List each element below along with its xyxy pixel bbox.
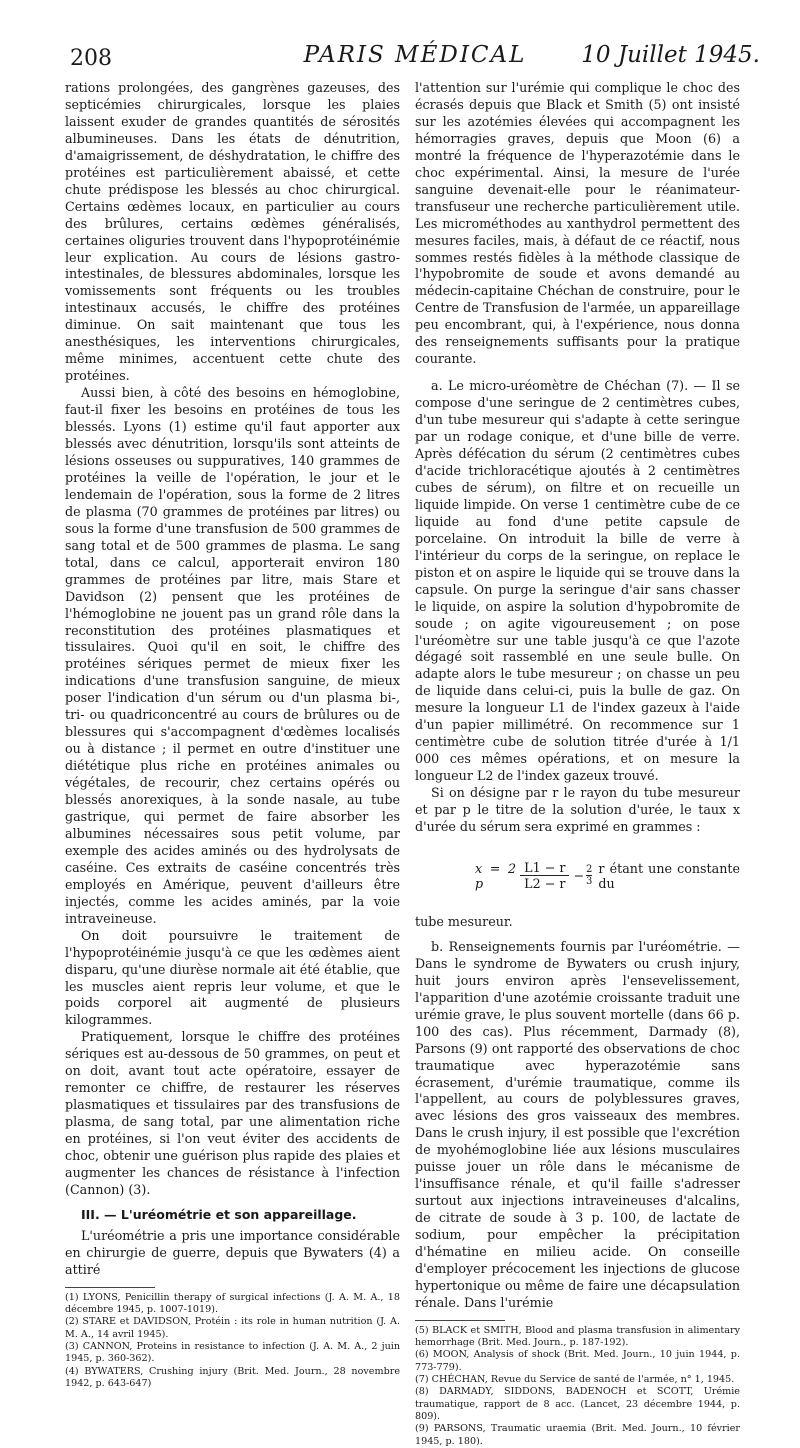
paragraph: l'attention sur l'urémie qui complique le choc des écrasés depuis que Black et Smith (5) ont insisté sur les azotémies élevées qui accompagnent les hémorragies graves, depuis que Moon (6) a montré la fréquence de l'hyperazotémie dans le choc expérimental. Ainsi, la mesure de l'urée sanguine devenait-elle pour le réanimateur-transfuseur une recherche particulièrement utile. Les microméthodes au xanthydrol permettent des mesures faciles, mais, à défaut de ce réactif, nous sommes restés fidèles à la méthode classique de l'hypobromite de soude et avons demandé au médecin-capitaine Chéchan de construire, pour le Centre de Transfusion de l'armée, un appareillage peu encombrant, qui, à l'expérience, nous donna des renseignements suffisants pour la pratique courante. (415, 80, 740, 367)
paragraph: rations prolongées, des gangrènes gazeuses, des septicémies chirurgicales, lorsque les plaies laissent exuder de grandes quantités de sérosités albumineuses. Dans les états de dénutrition, d'amaigrissement, de déshydratation, le chiffre des protéines est particulièrement abaissé, et cette chute prédispose les blessés au choc chirurgical. Certains œdèmes locaux, en particulier au cours des brûlures, certains œdèmes généralisés, certaines oliguries trouvent dans l'hypoprotéinémie leur explication. Au cours de lésions gastro-intestinales, de blessures abdominales, lorsque les vomissements sont fréquents ou les troubles intestinaux accusés, le chiffre des protéines diminue. On sait maintenant que tous les anesthésiques, les interventions chirurgicales, même minimes, accentuent cette chute des protéines. (65, 80, 400, 384)
urea-formula (415, 840, 740, 912)
footnotes (415, 1325, 740, 1448)
paragraph: L'uréométrie a pris une importance considérable en chirurgie de guerre, depuis que Bywaters (4) a attiré (65, 1227, 400, 1277)
footnote: (6) MOON, Analysis of shock (Brit. Med. Journ., 10 juin 1944, p. 773-779). (415, 1349, 740, 1373)
section-heading: III. — L'uréométrie et son appareillage. (81, 1206, 357, 1222)
page-header (70, 42, 760, 76)
journal-title: PARIS MÉDICAL (303, 42, 527, 68)
right-column (415, 80, 740, 1448)
coefficient-numerator: 2 (586, 864, 593, 876)
formula-numerator: L1 − r (524, 860, 566, 876)
paragraph: a. Le micro-uréomètre de Chéchan (7). — Il se compose d'une seringue de 2 centimètres cubes, d'un tube mesureur qui s'adapte à cette seringue par un rodage conique, et d'une bille de verre. Après défécation du sérum (2 centimètres cubes d'acide trichloracétique ajoutés à 2 centimètres cubes de sérum), on filtre et on recueille un liquide limpide. On verse 1 centimètre cube de ce liquide au fond d'une petite capsule de porcelaine. On introduit la bille de verre à l'intérieur du corps de la seringue, on replace le piston et on aspire le liquide qui se trouve dans la capsule. On purge la seringue d'air sans chasser le liquide, on aspire la solution d'hypobromite de soude ; on agite vigoureusement ; on pose l'uréomètre sur une table jusqu'à ce que l'azote dégagé soit rassemblé en une seule bulle. On adapte alors le tube mesureur ; on chasse un peu de liquide dans celui-ci, puis la bulle de gaz. On mesure la longueur L1 de l'index gazeux à l'aide d'un papier millimétré. On recommence sur 1 centimètre cube de solution titrée d'urée à 1/1 000 ces mêmes opérations, et on mesure la longueur L2 de l'index gazeux trouvé. (415, 378, 740, 784)
left-column (65, 80, 400, 1390)
footnote: (7) CHÉCHAN, Revue du Service de santé de l'armée, n° 1, 1945. (415, 1374, 735, 1386)
footnote: (9) PARSONS, Traumatic uraemia (Brit. Med. Journ., 10 février 1945, p. 180). (415, 1423, 740, 1447)
formula-lhs: x = 2 p (475, 860, 517, 891)
paragraph: On doit poursuivre le traitement de l'hypoprotéinémie jusqu'à ce que les œdèmes aient disparu, qu'une diurèse normale ait été établie, que les muscles aient repris leur volume, et que le poids corporel ait augmenté de plusieurs kilogrammes. (65, 927, 400, 1028)
footnote: (1) LYONS, Penicillin therapy of surgical infections (J. A. M. A., 18 décembre 1945, p. 1007-1019). (65, 1291, 400, 1316)
footnote: (8) DARMADY, SIDDONS, BADENOCH et SCOTT, Urémie traumatique, rapport de 8 acc. (Lancet, 23 décembre 1944, p. 809). (415, 1386, 740, 1422)
paragraph: Pratiquement, lorsque le chiffre des protéines sériques est au-dessous de 50 grammes, on peut et on doit, avant tout acte opératoire, essayer de remonter ce chiffre, de restaurer les réserves plasmatiques et tissulaires par des transfusions de plasma, de sang total, par une alimentation riche en protéines, si l'on veut éviter des accidents de choc, obtenir une guérison plus rapide des plaies et augmenter les chances de résistance à l'infection (Cannon) (3). (65, 1029, 400, 1197)
formula-fraction (520, 860, 569, 891)
coefficient-denominator: 3 (586, 876, 593, 888)
formula-tail: r étant une constante du (598, 860, 740, 891)
footnote: (4) BYWATERS, Crushing injury (Brit. Med. Journ., 28 novembre 1942, p. 643-647) (65, 1365, 400, 1389)
paragraph: Aussi bien, à côté des besoins en hémoglobine, faut-il fixer les besoins en protéines de tous les blessés. Lyons (1) estime qu'il faut apporter aux blessés avec dénutrition, lorsqu'ils sont atteints de lésions osseuses ou suppuratives, 140 grammes de protéines la veille de l'opération, le jour et le lendemain de l'opération, sous la forme de 2 litres de plasma (70 grammes de protéines par litres) ou sous la forme d'une transfusion de 500 grammes de sang total et de 500 grammes de plasma. Le sang total, dans ce calcul, apporterait environ 180 grammes de protéines par litre, mais Stare et Davidson (2) pensent que les protéines de l'hémoglobine ne jouent pas un grand rôle dans la reconstitution des protéines plasmatiques et tissulaires. Quoi qu'il en soit, le chiffre des protéines sériques permet de mieux fixer les indications d'une transfusion sanguine, de mieux poser l'indication d'un sérum ou d'un plasma bi-, tri- ou quadriconcentré au cours de brûlures ou de blessures qui s'accompagnent d'œdèmes localisés ou à distance ; il permet en outre d'instituer une diététique plus riche en protéines animales ou végétales, de recourir, chez certains opérés ou blessés anorexiques, à la sonde nasale, au tube gastrique, qui permet de faire absorber les albumines nécessaires sous petit volume, par exemple des acides aminés ou des hydrolysats de caséine. Ces extraits de caséine concentrés très employés en Amérique, peuvent d'ailleurs être injectés, comme les acides aminés, par la voie intraveineuse. (65, 385, 400, 926)
issue-date: 10 Juillet 1945. (581, 42, 760, 68)
formula-coefficient (586, 864, 592, 887)
footnote-divider (415, 1320, 505, 1321)
footnote: (3) CANNON, Proteins in resistance to infection (J. A. M. A., 2 juin 1945, p. 360-362). (65, 1340, 400, 1365)
footnote: (5) BLACK et SMITH, Blood and plasma transfusion in alimentary hemorrhage (Brit. Med. Journ., p. 187-192). (415, 1324, 740, 1349)
formula-denominator: L2 − r (524, 876, 566, 892)
footnote-divider (65, 1287, 155, 1288)
footnote: (2) STARE et DAVIDSON, Protéin : its role in human nutrition (J. A. M. A., 14 avril 1945). (65, 1316, 400, 1340)
paragraph: tube mesureur. (415, 913, 513, 929)
paragraph: b. Renseignements fournis par l'uréométrie. — Dans le syndrome de Bywaters ou crush injury, huit jours environ après l'ensevelissement, l'apparition d'une azotémie croissante traduit une urémie grave, le plus souvent mortelle (dans 66 p. 100 des cas). Plus récemment, Darmady (8), Parsons (9) ont rapporté des observations de choc traumatique avec hyperazotémie sans écrasement, d'urémie traumatique, comme ils l'appellent, au cours de polyblessures graves, avec lésions des gros vaisseaux des membres. Dans le crush injury, il est possible que l'excrétion de myohémoglobine liée aux lésions musculaires puisse jouer un rôle dans le mécanisme de l'insuffisance rénale, et qu'il faille s'adresser surtout aux injections intraveineuses d'alcalins, de citrate de soude à 3 p. 100, de lactate de sodium, pour empêcher la précipitation d'hématine en milieu acide. On conseille d'employer précocement les injections de glucose hypertonique ou même de faire une décapsulation rénale. Dans l'urémie (415, 938, 740, 1310)
footnotes (65, 1292, 400, 1390)
formula-operator: − (573, 868, 585, 884)
page-number: 208 (70, 46, 112, 71)
paragraph: Si on désigne par r le rayon du tube mesureur et par p le titre de la solution d'urée, le taux x d'urée du sérum sera exprimé en grammes : (415, 785, 740, 834)
